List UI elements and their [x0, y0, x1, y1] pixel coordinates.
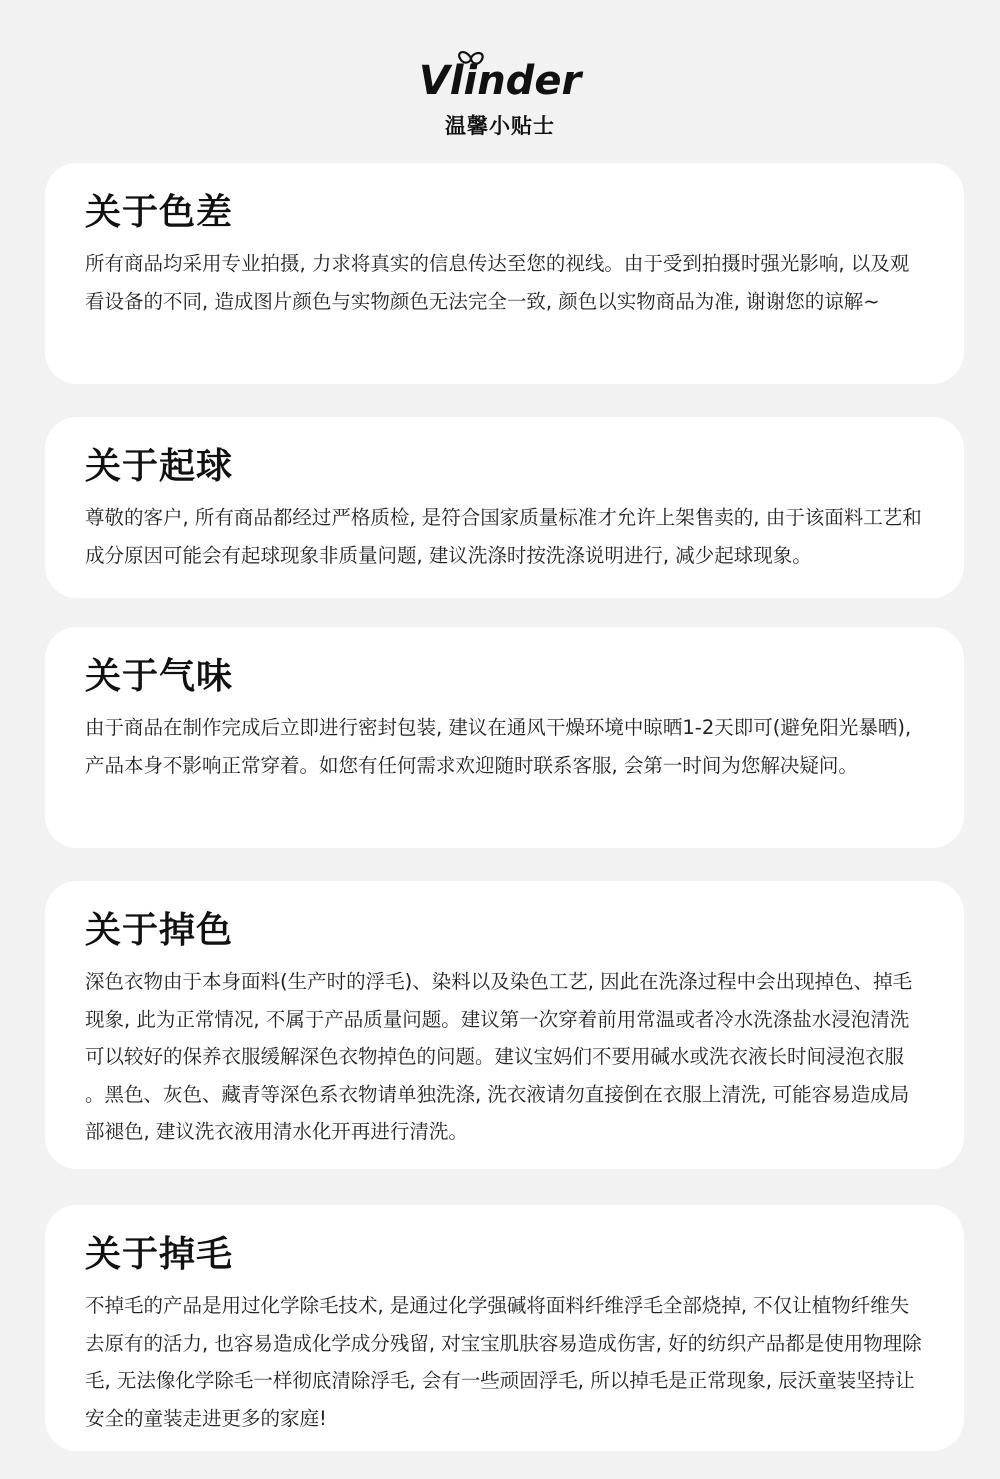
page-subtitle: 温馨小贴士	[445, 114, 555, 138]
card-title: 关于气味	[85, 656, 234, 697]
card-title: 关于起球	[85, 446, 234, 487]
card-title: 关于掉色	[85, 910, 234, 951]
card-body: 由于商品在制作完成后立即进行密封包装, 建议在通风干燥环境中晾晒1-2天即可(避免阳光暴晒), 产品本身不影响正常穿着。如您有任何需求欢迎随时联系客服, 会第一时间为您解决疑问。	[85, 716, 912, 777]
card-body: 不掉毛的产品是用过化学除毛技术, 是通过化学强碱将面料纤维浮毛全部烧掉, 不仅让植物纤维失去原有的活力, 也容易造成化学成分残留, 对宝宝肌肤容易造成伤害, 好的纺织产品都是使用物理除毛, 无法像化学除毛一样彻底清除浮毛, 会有一些顽固浮毛, 所以掉毛是正常现象, 辰沃童装坚持让安全的童装走进更多的家庭!	[85, 1294, 922, 1430]
card-body: 尊敬的客户, 所有商品都经过严格质检, 是符合国家质量标准才允许上架售卖的, 由于该面料工艺和成分原因可能会有起球现象非质量问题, 建议洗涤时按洗涤说明进行, 减少起球现象。	[85, 506, 922, 567]
tip-card-pilling	[45, 417, 964, 598]
tip-card-color-fading	[45, 881, 964, 1169]
card-title: 关于色差	[85, 192, 234, 233]
tip-card-color-difference	[45, 163, 964, 384]
vlinder-logo-icon	[405, 48, 595, 100]
tip-card-odor	[45, 627, 964, 848]
brand-logo	[0, 48, 1000, 110]
card-title: 关于掉毛	[85, 1234, 234, 1275]
logo-wordmark: Vlinder	[418, 58, 582, 100]
card-body: 深色衣物由于本身面料(生产时的浮毛)、染料以及染色工艺, 因此在洗涤过程中会出现掉色、掉毛现象, 此为正常情况, 不属于产品质量问题。建议第一次穿着前用常温或者冷水洗涤盐水浸泡清洗可以较好的保养衣服缓解深色衣物掉色的问题。建议宝妈们不要用碱水或洗衣液长时间浸泡衣服 。黑色、灰色、藏青等深色系衣物请单独洗涤, 洗衣液请勿直接倒在衣服上清洗, 可能容易造成局部褪色, 建议洗衣液用清水化开再进行清洗。	[85, 970, 913, 1143]
tip-card-shedding	[45, 1205, 964, 1451]
card-body: 所有商品均采用专业拍摄, 力求将真实的信息传达至您的视线。由于受到拍摄时强光影响, 以及观看设备的不同, 造成图片颜色与实物颜色无法完全一致, 颜色以实物商品为准, 谢谢您的谅解~	[85, 252, 910, 313]
brand-header	[0, 0, 1000, 160]
